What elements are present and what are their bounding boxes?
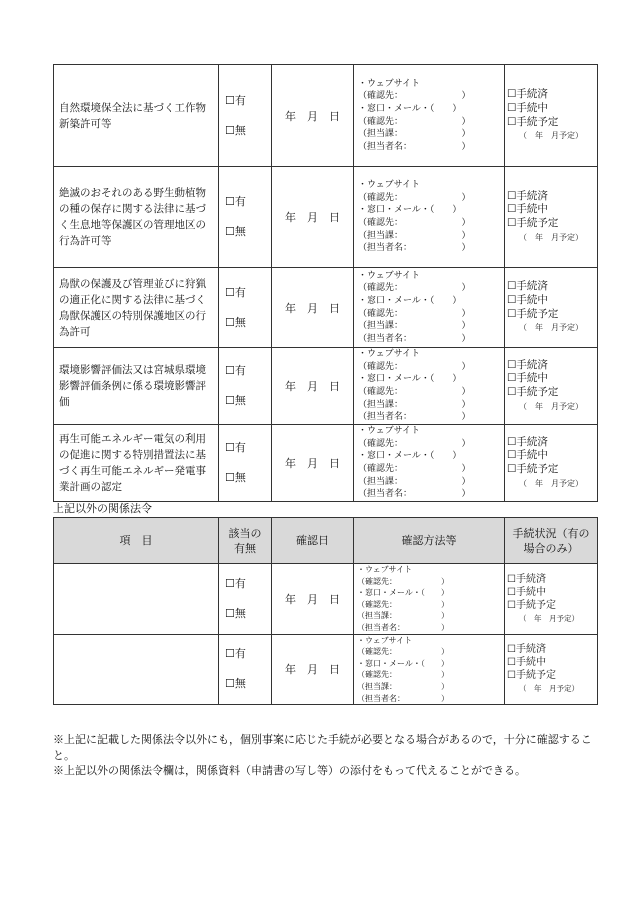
confirm-date[interactable]: 年 月 日 — [272, 167, 354, 268]
checkbox-no[interactable] — [225, 386, 271, 416]
method-line: （確認先： ） — [357, 647, 449, 657]
status-label: 手続予定 — [515, 670, 556, 682]
status-option[interactable] — [507, 643, 597, 656]
status-label: 手続中 — [515, 657, 546, 669]
checkbox-label: 無 — [234, 677, 246, 691]
checkbox-box[interactable]: ☐ — [507, 307, 517, 320]
other-law-table — [53, 517, 598, 705]
status-option[interactable] — [507, 669, 597, 682]
method-line: （確認先： ） — [357, 670, 449, 680]
applicable-cell — [219, 425, 272, 502]
status-option[interactable] — [507, 599, 597, 612]
method-line: （確認先： ） — [358, 192, 471, 203]
method-line: （担当課： ） — [358, 476, 471, 487]
header-status: 手続状況（有の場合のみ） — [505, 518, 598, 564]
method-line: （担当者名： ） — [358, 333, 471, 344]
method-line: （担当課： ） — [357, 611, 449, 621]
applicable-cell — [219, 65, 272, 167]
checkbox-box[interactable]: ☐ — [225, 123, 235, 137]
law-name: 環境影響評価法又は宮城県環境影響評価条例に係る環境影響評価 — [54, 348, 219, 425]
law-name — [54, 564, 219, 635]
status-option[interactable] — [507, 656, 597, 669]
confirm-date[interactable]: 年 月 日 — [272, 65, 354, 167]
method-line: （担当課： ） — [358, 399, 471, 410]
checkbox-label: 無 — [234, 606, 246, 620]
status-option[interactable] — [507, 102, 597, 116]
method-line: （担当課： ） — [358, 129, 471, 140]
method-line: ・ウェブサイト — [358, 180, 421, 191]
applicable-cell — [219, 167, 272, 268]
method-line: （担当者名： ） — [358, 243, 471, 254]
status-label: 手続済 — [516, 280, 548, 293]
table-row — [54, 348, 598, 425]
status-label: 手続中 — [516, 449, 548, 462]
header-date: 確認日 — [272, 518, 354, 564]
method-cell — [354, 634, 505, 705]
checkbox-box[interactable]: ☐ — [225, 315, 235, 329]
confirm-date[interactable]: 年 月 日 — [272, 564, 354, 635]
method-line: ・窓口・メール・（ ） — [357, 588, 449, 598]
status-label: 手続予定 — [516, 307, 559, 320]
method-cell — [354, 348, 505, 425]
method-cell — [354, 65, 505, 167]
status-label: 手続済 — [516, 358, 548, 371]
other-laws-heading: 上記以外の関係法令 — [53, 502, 152, 515]
checkbox-yes[interactable] — [225, 433, 271, 463]
checkbox-yes[interactable] — [225, 639, 271, 669]
checkbox-box[interactable]: ☐ — [225, 394, 235, 407]
checkbox-yes[interactable] — [225, 356, 271, 386]
table-row — [54, 268, 598, 348]
checkbox-box[interactable]: ☐ — [225, 364, 235, 377]
law-name: 再生可能エネルギー電気の利用の促進に関する特別措置法に基づく再生可能エネルギー発電事業計画の認定 — [54, 425, 219, 502]
checkbox-label: 有 — [234, 285, 246, 299]
status-label: 手続中 — [516, 372, 548, 385]
status-cell — [505, 564, 598, 635]
status-label: 手続中 — [515, 586, 546, 598]
checkbox-box[interactable]: ☐ — [507, 372, 517, 385]
checkbox-label: 有 — [234, 441, 246, 454]
status-option[interactable] — [507, 359, 597, 373]
checkbox-yes[interactable] — [225, 187, 271, 217]
status-option[interactable] — [507, 308, 597, 322]
applicable-cell — [219, 564, 272, 635]
status-option[interactable] — [507, 449, 597, 463]
checkbox-no[interactable] — [225, 308, 271, 338]
table-row — [54, 634, 598, 705]
method-line: ・ウェブサイト — [357, 635, 413, 645]
checkbox-no[interactable] — [225, 599, 271, 629]
method-line: （確認先： ） — [358, 464, 471, 474]
method-line: （確認先： ） — [358, 218, 471, 228]
checkbox-label: 無 — [234, 471, 246, 484]
status-option[interactable] — [507, 463, 597, 477]
planned-date: （ 年 月予定） — [519, 613, 579, 623]
confirm-date[interactable]: 年 月 日 — [272, 634, 354, 705]
planned-date: （ 年 月予定） — [519, 323, 583, 333]
method-line: ・ウェブサイト — [358, 426, 421, 437]
method-cell — [354, 425, 505, 502]
status-label: 手続中 — [516, 293, 548, 306]
status-label: 手続予定 — [516, 386, 559, 398]
checkbox-box[interactable]: ☐ — [507, 101, 517, 114]
status-label: 手続済 — [516, 88, 548, 101]
checkbox-box[interactable]: ☐ — [507, 115, 517, 128]
method-line: （担当者名： ） — [357, 622, 449, 632]
checkbox-label: 有 — [234, 576, 246, 590]
status-option[interactable] — [507, 294, 597, 308]
status-label: 手続済 — [515, 573, 546, 585]
checkbox-box[interactable]: ☐ — [507, 599, 516, 611]
main-law-table — [53, 64, 598, 502]
method-line: （担当課： ） — [358, 321, 471, 332]
status-cell — [505, 167, 598, 268]
checkbox-box[interactable]: ☐ — [507, 189, 517, 202]
method-line: （担当課： ） — [358, 230, 471, 241]
checkbox-box[interactable]: ☐ — [225, 647, 235, 661]
applicable-cell — [219, 348, 272, 425]
applicable-cell — [219, 268, 272, 348]
planned-date: （ 年 月予定） — [519, 131, 583, 141]
law-name: 鳥獣の保護及び管理並びに狩猟の適正化に関する法律に基づく鳥獣保護区の特別保護地区の行為許可 — [54, 268, 219, 348]
method-line: （確認先： ） — [358, 116, 471, 127]
table-row — [54, 425, 598, 502]
method-line: ・窓口・メール・（ ） — [358, 205, 462, 216]
notes — [53, 732, 603, 779]
checkbox-box[interactable]: ☐ — [507, 280, 517, 293]
status-cell — [505, 65, 598, 167]
checkbox-box[interactable]: ☐ — [507, 358, 517, 371]
method-line: （確認先： ） — [358, 387, 471, 397]
status-option[interactable] — [507, 586, 597, 599]
checkbox-box[interactable]: ☐ — [507, 88, 517, 101]
checkbox-yes[interactable] — [225, 86, 271, 116]
checkbox-label: 有 — [234, 93, 246, 107]
method-line: （確認先： ） — [358, 308, 471, 319]
checkbox-label: 有 — [234, 364, 246, 377]
planned-date: （ 年 月予定） — [519, 232, 583, 242]
confirm-date[interactable]: 年 月 日 — [272, 425, 354, 502]
method-line: ・窓口・メール・（ ） — [358, 374, 462, 385]
method-line: ・窓口・メール・（ ） — [358, 295, 462, 306]
method-line: ・窓口・メール・（ ） — [357, 658, 449, 668]
status-cell — [505, 268, 598, 348]
table-row — [54, 564, 598, 635]
method-cell — [354, 167, 505, 268]
checkbox-box[interactable]: ☐ — [507, 573, 516, 585]
law-name — [54, 634, 219, 705]
method-line: （担当者名： ） — [358, 412, 471, 423]
checkbox-box[interactable]: ☐ — [507, 449, 517, 462]
status-option[interactable] — [507, 386, 597, 400]
checkbox-box[interactable]: ☐ — [507, 463, 517, 475]
checkbox-box[interactable]: ☐ — [225, 285, 235, 299]
checkbox-box[interactable]: ☐ — [225, 225, 235, 238]
checkbox-box[interactable]: ☐ — [225, 471, 235, 484]
status-option[interactable] — [507, 190, 597, 204]
status-label: 手続予定 — [516, 463, 559, 475]
method-line: ・ウェブサイト — [358, 270, 421, 281]
status-cell — [505, 348, 598, 425]
checkbox-no[interactable] — [225, 217, 271, 247]
header-item: 項 目 — [54, 518, 219, 564]
status-label: 手続中 — [516, 203, 548, 216]
planned-date: （ 年 月予定） — [519, 684, 579, 694]
confirm-date[interactable]: 年 月 日 — [272, 268, 354, 348]
checkbox-box[interactable]: ☐ — [507, 657, 516, 669]
checkbox-box[interactable]: ☐ — [225, 606, 235, 620]
table-row — [54, 167, 598, 268]
checkbox-no[interactable] — [225, 669, 271, 699]
checkbox-box[interactable]: ☐ — [507, 293, 517, 306]
checkbox-box[interactable]: ☐ — [225, 195, 235, 208]
checkbox-label: 無 — [234, 225, 246, 238]
checkbox-box[interactable]: ☐ — [507, 386, 517, 398]
method-line: （確認先： ） — [358, 438, 471, 449]
method-cell — [354, 564, 505, 635]
status-label: 手続中 — [516, 101, 548, 114]
status-label: 手続予定 — [515, 599, 556, 611]
status-label: 手続予定 — [516, 217, 559, 229]
checkbox-box[interactable]: ☐ — [507, 586, 516, 598]
law-name: 絶滅のおそれのある野生動植物の種の保存に関する法律に基づく生息地等保護区の管理地区の行為許可等 — [54, 167, 219, 268]
status-label: 手続済 — [516, 189, 548, 202]
status-label: 手続済 — [516, 435, 548, 448]
checkbox-label: 有 — [234, 195, 246, 208]
method-line: ・窓口・メール・（ ） — [358, 103, 462, 114]
status-option[interactable] — [507, 203, 597, 217]
checkbox-no[interactable] — [225, 463, 271, 493]
table-row — [54, 65, 598, 167]
planned-date: （ 年 月予定） — [519, 478, 583, 488]
checkbox-box[interactable]: ☐ — [507, 670, 516, 682]
method-line: （担当者名： ） — [357, 693, 449, 703]
law-name: 自然環境保全法に基づく工作物新築許可等 — [54, 65, 219, 167]
checkbox-yes[interactable] — [225, 278, 271, 308]
method-line: ・ウェブサイト — [358, 78, 421, 89]
status-option[interactable] — [507, 372, 597, 386]
checkbox-box[interactable]: ☐ — [225, 441, 235, 454]
method-line: ・窓口・メール・（ ） — [358, 451, 462, 462]
checkbox-box[interactable]: ☐ — [225, 576, 235, 590]
note-2: ※上記以外の関係法令欄は，関係資料（申請書の写し等）の添付をもって代えることができる。 — [53, 764, 526, 777]
checkbox-box[interactable]: ☐ — [507, 217, 517, 229]
checkbox-box[interactable]: ☐ — [507, 203, 517, 216]
checkbox-label: 無 — [234, 123, 246, 137]
checkbox-box[interactable]: ☐ — [507, 644, 516, 656]
status-label: 手続済 — [515, 644, 546, 656]
status-cell — [505, 634, 598, 705]
method-line: （担当課： ） — [357, 681, 449, 691]
checkbox-yes[interactable] — [225, 569, 271, 599]
checkbox-box[interactable]: ☐ — [225, 93, 235, 107]
checkbox-no[interactable] — [225, 116, 271, 146]
status-label: 手続予定 — [516, 115, 559, 128]
header-applicable: 該当の有無 — [219, 518, 272, 564]
table-header-row — [54, 518, 598, 564]
method-line: （確認先： ） — [357, 599, 449, 609]
method-line: ・ウェブサイト — [358, 349, 421, 360]
method-line: （確認先： ） — [358, 283, 471, 294]
checkbox-label: 無 — [234, 394, 246, 407]
method-cell — [354, 268, 505, 348]
status-option[interactable] — [507, 436, 597, 450]
status-cell — [505, 425, 598, 502]
method-line: （確認先： ） — [357, 576, 449, 586]
status-option[interactable] — [507, 573, 597, 586]
checkbox-box[interactable]: ☐ — [507, 435, 517, 448]
planned-date: （ 年 月予定） — [519, 401, 583, 411]
status-option[interactable] — [507, 88, 597, 102]
method-line: ・ウェブサイト — [357, 565, 413, 574]
method-line: （確認先： ） — [358, 91, 471, 102]
confirm-date[interactable]: 年 月 日 — [272, 348, 354, 425]
method-line: （担当者名： ） — [358, 489, 471, 500]
status-option[interactable] — [507, 217, 597, 231]
note-1: ※上記に記載した関係法令以外にも，個別事案に応じた手続が必要となる場合があるので，十分に確認すること。 — [53, 733, 592, 762]
status-option[interactable] — [507, 116, 597, 130]
status-option[interactable] — [507, 280, 597, 294]
method-line: （担当者名： ） — [358, 141, 471, 152]
applicable-cell — [219, 634, 272, 705]
header-method: 確認方法等 — [354, 518, 505, 564]
checkbox-box[interactable]: ☐ — [225, 677, 235, 691]
checkbox-label: 有 — [234, 647, 246, 661]
method-line: （確認先： ） — [358, 361, 471, 372]
checkbox-label: 無 — [234, 315, 246, 329]
